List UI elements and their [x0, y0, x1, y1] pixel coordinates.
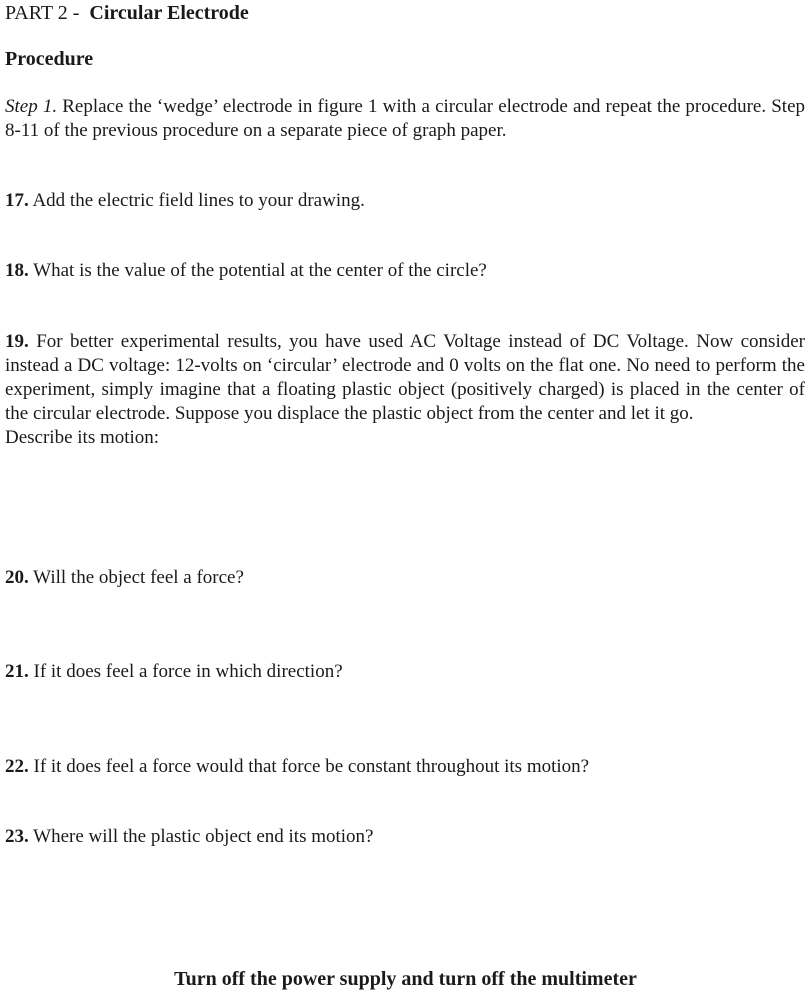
question-text: For better experimental results, you have used AC Voltage instead of DC Voltage. Now consider instead a DC voltage: 12-volts on ‘circular’ electrode and 0 volts on the flat one. No need to perform the experiment, simply imagine that a floating plastic object (positively charged) is placed in the center of the circular electrode. Suppose you displace the plastic object from the center and let it go.	[5, 331, 805, 424]
section-name: Circular Electrode	[89, 2, 249, 24]
question-20	[5, 566, 805, 590]
question-number: 17.	[5, 190, 29, 211]
part-label: PART 2 -	[5, 2, 80, 24]
question-22	[5, 755, 805, 779]
question-number: 19.	[5, 331, 29, 352]
question-text: Add the electric field lines to your drawing.	[32, 190, 365, 211]
closing-instruction: Turn off the power supply and turn off the multimeter	[174, 968, 637, 990]
question-text: If it does feel a force in which direction?	[33, 661, 343, 682]
question-19	[5, 330, 805, 450]
question-18	[5, 259, 805, 283]
question-prompt: Describe its motion:	[5, 427, 160, 448]
step-1-paragraph	[5, 95, 805, 143]
question-number: 23.	[5, 826, 29, 847]
question-text: If it does feel a force would that force be constant throughout its motion?	[33, 756, 590, 777]
question-number: 21.	[5, 661, 29, 682]
step-label: Step 1.	[5, 96, 58, 117]
question-number: 18.	[5, 260, 29, 281]
section-title	[5, 1, 805, 25]
question-number: 20.	[5, 567, 29, 588]
question-text: What is the value of the potential at the center of the circle?	[33, 260, 487, 281]
question-17	[5, 189, 805, 213]
question-number: 22.	[5, 756, 29, 777]
step-text: Replace the ‘wedge’ electrode in figure 1 with a circular electrode and repeat the procedure. Step 8-11 of the previous procedure on a separate piece of graph paper.	[5, 96, 805, 141]
procedure-heading: Procedure	[5, 48, 94, 70]
question-text: Where will the plastic object end its motion?	[33, 826, 374, 847]
question-21	[5, 660, 805, 684]
question-23	[5, 825, 805, 849]
question-text: Will the object feel a force?	[33, 567, 244, 588]
